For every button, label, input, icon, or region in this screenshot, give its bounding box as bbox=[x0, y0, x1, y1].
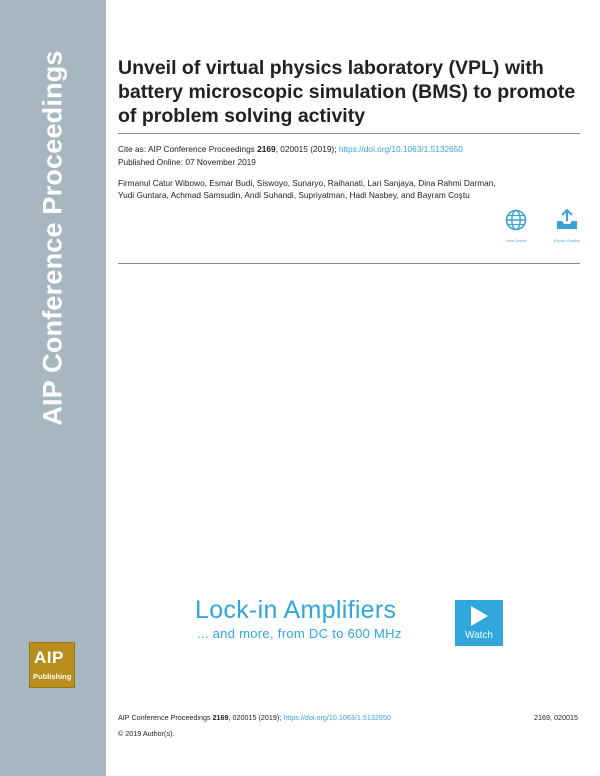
cite-volume: 2169 bbox=[257, 144, 276, 154]
logo-aip-text: AIP bbox=[34, 648, 64, 667]
footer-citation bbox=[118, 713, 391, 722]
view-online-label: View Online bbox=[505, 238, 527, 243]
logo-publishing-text: Publishing bbox=[33, 672, 72, 681]
citation-line bbox=[118, 144, 588, 155]
play-icon bbox=[469, 605, 489, 627]
watch-button[interactable] bbox=[455, 600, 503, 646]
copyright: © 2019 Author(s). bbox=[118, 729, 175, 738]
ad-subline: ... and more, from DC to 600 MHz bbox=[197, 626, 402, 641]
footer-page-id: 2169, 020015 bbox=[534, 713, 578, 722]
authors-line-2: Yudi Guntara, Achmad Samsudin, Andi Suhandi, Supriyatman, Hadi Nasbey, and Bayram Coştu bbox=[118, 190, 470, 200]
watch-label: Watch bbox=[465, 630, 493, 641]
author-list bbox=[118, 177, 588, 201]
footer-cite-rest: , 020015 (2019); bbox=[228, 713, 284, 722]
authors-line-1: Firmanul Catur Wibowo, Esmar Budi, Siswoyo, Sunaryo, Raihanati, Lari Sanjaya, Dina Rahmi Darman, bbox=[118, 178, 496, 188]
view-online-button[interactable] bbox=[494, 209, 538, 243]
globe-icon bbox=[505, 209, 527, 231]
sidebar bbox=[0, 0, 106, 776]
footer-cite-prefix: AIP Conference Proceedings bbox=[118, 713, 213, 722]
export-citation-button[interactable] bbox=[545, 209, 589, 243]
published-date: Published Online: 07 November 2019 bbox=[118, 157, 256, 167]
aip-publishing-logo[interactable] bbox=[29, 642, 75, 688]
footer-cite-volume: 2169 bbox=[212, 713, 229, 722]
footer-doi-link[interactable]: https://doi.org/10.1063/1.5132650 bbox=[283, 713, 391, 722]
article-title: Unveil of virtual physics laboratory (VPL) with battery microscopic simulation (BMS) to promote of problem solving activity bbox=[118, 57, 576, 127]
export-citation-icon bbox=[555, 209, 579, 231]
ad-headline: Lock-in Amplifiers bbox=[195, 596, 397, 624]
header-divider bbox=[118, 133, 580, 134]
cite-prefix: Cite as: AIP Conference Proceedings bbox=[118, 144, 258, 154]
export-citation-label: Export Citation bbox=[553, 238, 581, 243]
header-bottom-divider bbox=[118, 263, 580, 264]
doi-link[interactable]: https://doi.org/10.1063/1.5132650 bbox=[338, 144, 463, 154]
journal-title: AIP Conference Proceedings bbox=[37, 50, 68, 426]
cite-rest: , 020015 (2019); bbox=[275, 144, 339, 154]
